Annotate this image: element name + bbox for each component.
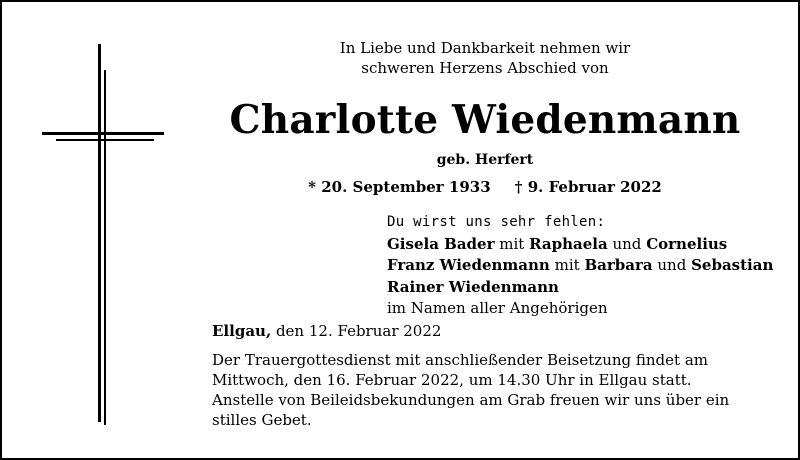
deceased-name: Charlotte Wiedenmann: [229, 97, 741, 143]
service-line: stilles Gebet.: [212, 411, 312, 429]
birth-name: geb. Herfert: [436, 152, 534, 168]
mourner-name: Rainer Wiedenmann: [387, 277, 559, 296]
connector-text: und: [657, 256, 687, 274]
intro-line: In Liebe und Dankbarkeit nehmen wir: [339, 39, 631, 57]
connector-text: mit: [554, 256, 580, 274]
place-name: Ellgau,: [212, 322, 272, 340]
connector-text: mit: [499, 234, 525, 253]
mourners-row: [387, 234, 797, 256]
mourners-block: [387, 212, 797, 320]
mourner-name: Cornelius: [646, 234, 728, 253]
mourner-name: Franz Wiedenmann: [387, 256, 550, 274]
mourners-motto: Du wirst uns sehr fehlen:: [387, 214, 606, 230]
death-date: † 9. Februar 2022: [514, 178, 662, 196]
intro-line: schweren Herzens Abschied von: [361, 59, 609, 77]
birth-date: * 20. September 1933: [308, 178, 491, 196]
service-line: Anstelle von Beileidsbekundungen am Grab freuen wir uns über ein: [212, 391, 730, 409]
mourner-name: Barbara: [584, 256, 653, 274]
life-dates: [202, 176, 768, 198]
mourners-closing: im Namen aller Angehörigen: [387, 299, 608, 317]
connector-text: und: [612, 234, 642, 253]
mourner-name: Gisela Bader: [387, 234, 495, 253]
mourners-row: [387, 255, 797, 277]
mourners-row: [387, 277, 797, 299]
notice-date: den 12. Februar 2022: [275, 322, 442, 340]
mourner-name: Raphaela: [529, 234, 608, 253]
service-info: [212, 350, 772, 430]
intro-text: [302, 38, 668, 78]
service-line: Mittwoch, den 16. Februar 2022, um 14.30 Uhr in Ellgau statt.: [212, 371, 692, 389]
service-line: Der Trauergottesdienst mit anschließender Beisetzung findet am: [212, 351, 708, 369]
place-date-line: [212, 320, 772, 342]
mourner-name: Sebastian: [691, 256, 774, 274]
